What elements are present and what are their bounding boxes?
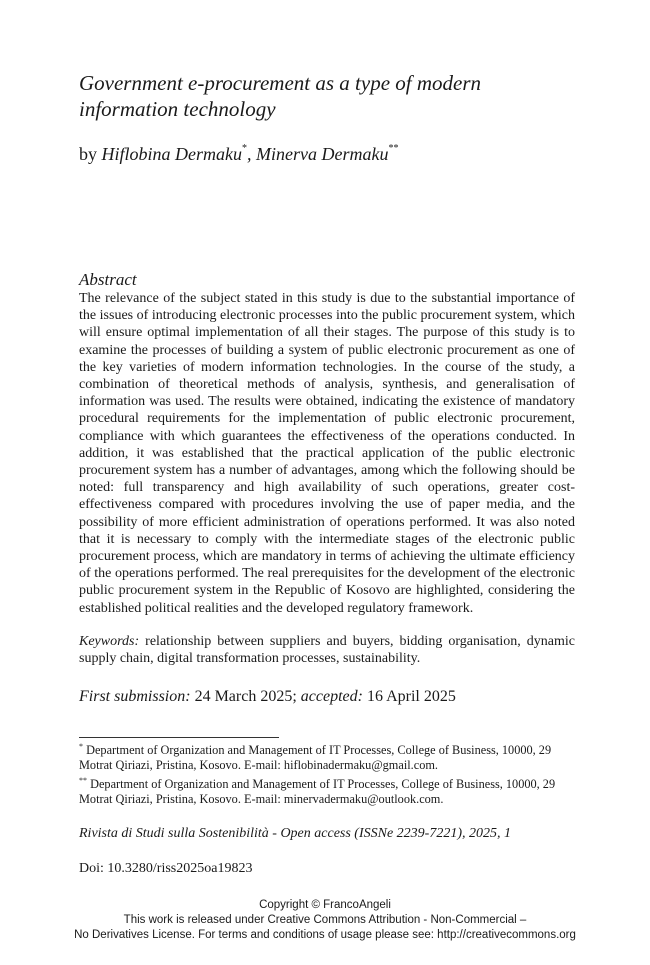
author-name: Minerva Dermaku (255, 144, 389, 164)
license-line: No Derivatives License. For terms and conditions of usage please see: http://creativecommons.org (74, 929, 576, 941)
abstract-body: The relevance of the subject stated in this study is due to the substantial importance of the issues of introducing electronic processes into the public procurement system, which will ensure optimal implementation of all their stages. The purpose of this study is to examine the processes of building a system of public electronic procurement as one of the key varieties of modern information technologies. In the course of the study, a combination of theoretical methods of analysis, synthesis, and generalisation of information was used. The results were obtained, indicating the existence of mandatory procedural requirements for the implementation of public electronic procurement, compliance with which guarantees the effectiveness of the operations conducted. In addition, it was established that the practical application of the public electronic procurement system has a number of advantages, among which the following should be noted: full transparency and high availability of such operations, greater cost-effectiveness compared with procedures involving the use of paper media, and the possibility of more efficient administration of operations performed. It was also noted that it is necessary to comply with the intermediate stages of the electronic public procurement process, which are mandatory in terms of achieving the ultimate efficiency of the operations performed. The real prerequisites for the development of the electronic public procurement system in the Republic of Kosovo are highlighted, considering the established political realities and the developed regulatory framework. (79, 291, 575, 616)
author-byline (79, 143, 398, 165)
doi: Doi: 10.3280/riss2025oa19823 (79, 861, 253, 876)
copyright-notice (0, 898, 650, 943)
footnote-text: Department of Organization and Management of IT Processes, College of Business, 10000, 29 Motrat Qiriazi, Pristina, Kosovo. E-mail: hiflobinadermaku@gmail.com. (79, 743, 552, 772)
journal-citation: Rivista di Studi sulla Sostenibilità - Open access (ISSNe 2239-7221), 2025, 1 (79, 826, 512, 841)
first-submission-date: 24 March 2025; (194, 688, 297, 705)
keywords-text: relationship between suppliers and buyers, bidding organisation, dynamic supply chain, digital transformation processes, sustainability. (79, 634, 575, 667)
footnote (79, 777, 575, 807)
footnote-text: Department of Organization and Management of IT Processes, College of Business, 10000, 29 Motrat Qiriazi, Pristina, Kosovo. E-mail: minervadermaku@outlook.com. (79, 777, 556, 806)
author-footnote-mark: ** (388, 143, 399, 154)
article-title: Government e-procurement as a type of modern information technology (79, 71, 482, 121)
abstract-heading: Abstract (79, 270, 137, 289)
by-label: by (79, 144, 97, 164)
author-footnote-mark: * (241, 143, 247, 154)
copyright-line: Copyright © FrancoAngeli (259, 899, 391, 911)
keywords (79, 633, 575, 667)
footnote-mark: ** (79, 776, 87, 785)
keywords-label: Keywords: (79, 634, 140, 649)
author-name: Hiflobina Dermaku (101, 144, 242, 164)
license-line: This work is released under Creative Commons Attribution - Non-Commercial – (123, 914, 527, 926)
first-submission-label: First submission: (79, 688, 191, 705)
submission-dates (79, 687, 456, 707)
accepted-date: 16 April 2025 (366, 688, 456, 705)
footnote (79, 743, 575, 773)
accepted-label: accepted: (300, 688, 363, 705)
author-separator: , (246, 144, 256, 164)
footnote-mark: * (79, 742, 83, 751)
footnote-divider (79, 737, 279, 738)
